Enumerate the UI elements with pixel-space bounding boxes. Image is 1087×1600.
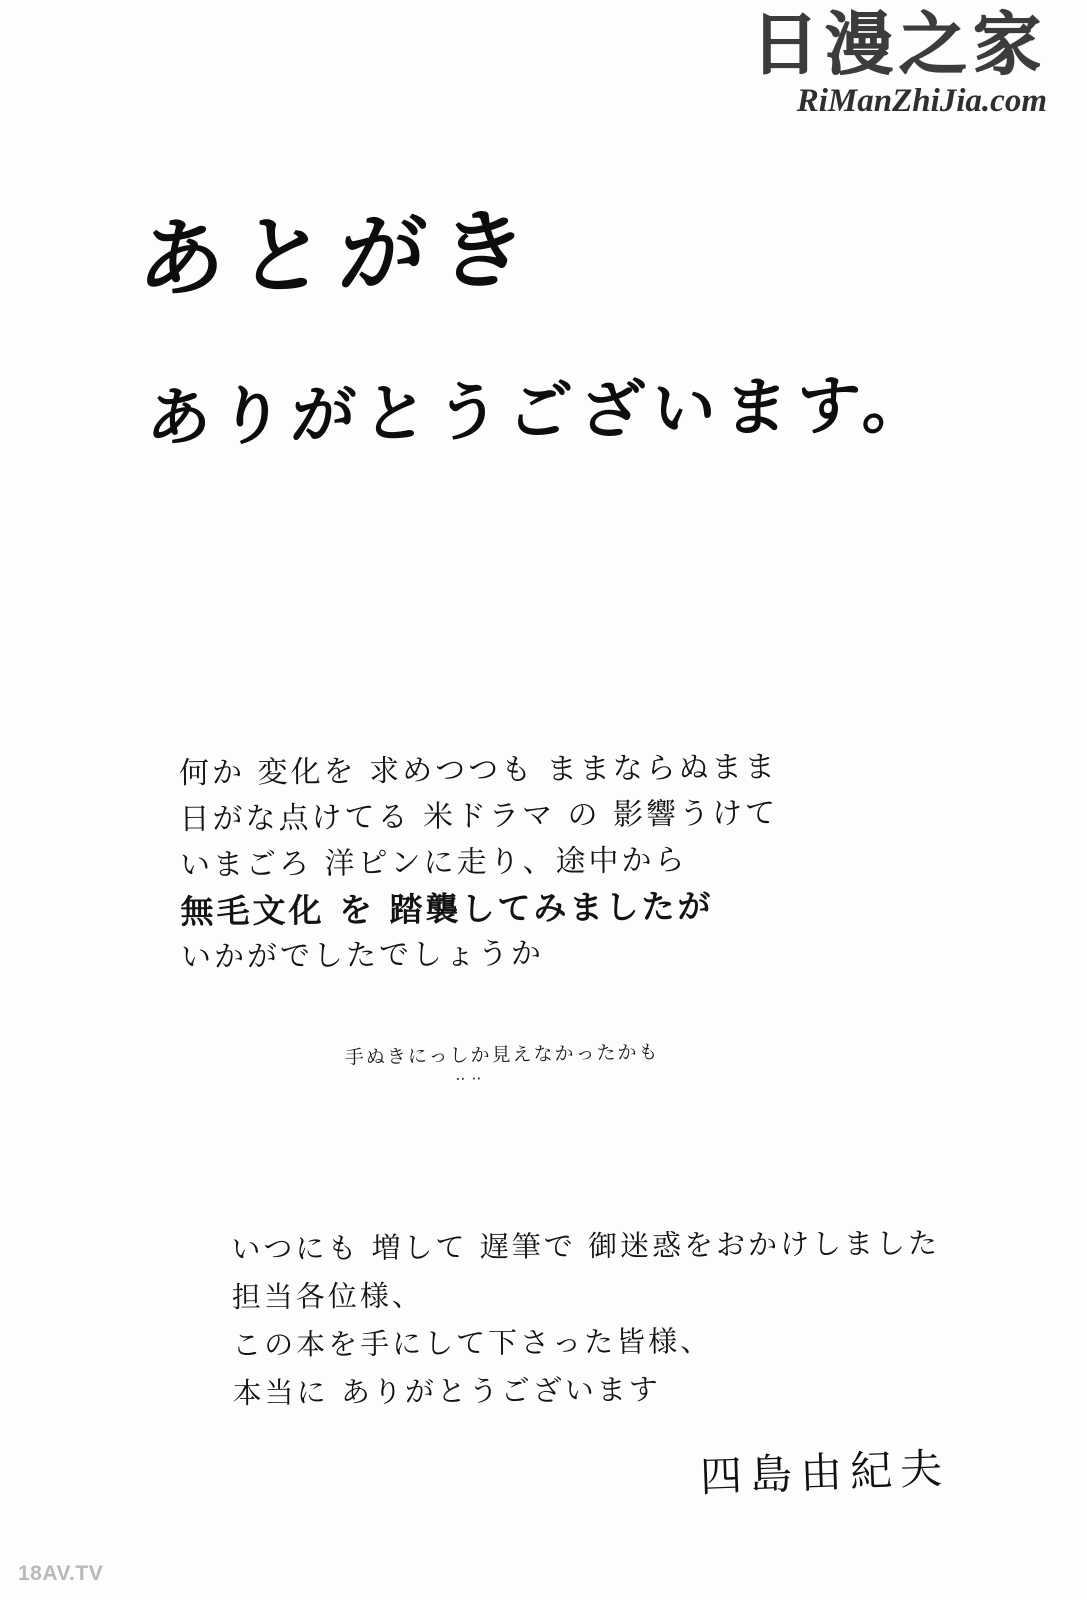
site-stamp: 18AV.TV: [18, 1562, 104, 1585]
afterword-thanks-text: [231, 1219, 941, 1417]
thanks-line: 本当に ありがとうございます: [232, 1372, 662, 1411]
thanks-line: この本を手にして下さった皆様、: [232, 1323, 713, 1363]
afterword-line: いまごろ 洋ピンに走り、途中から: [179, 842, 688, 884]
afterword-main-text: [179, 745, 780, 981]
afterword-line: 何か 変化を 求めつつも ままならぬまま: [178, 749, 778, 792]
heading-arigatou: ありがとうございます。: [144, 368, 938, 456]
watermark-chinese-text: 日漫之家: [750, 6, 1047, 85]
afterword-line: 日がな点けてる 米ドラマ の 影響うけて: [179, 795, 779, 838]
watermark-site-url: RiManZhiJia.com: [796, 83, 1047, 120]
author-signature: 四島由紀夫: [699, 1443, 951, 1502]
thanks-line: いつにも 増して 遅筆で 御迷惑をおかけしました: [231, 1225, 941, 1267]
watermark: [750, 6, 1047, 120]
thanks-line: 担当各位様、: [231, 1278, 424, 1315]
afterword-side-note: [345, 1037, 660, 1085]
afterword-side-note-text: 手ぬきにっしか見えなかったかも: [344, 1041, 660, 1069]
heading-atogaki: あとがき: [134, 199, 544, 311]
afterword-side-note-dots: ‥‥: [455, 1065, 488, 1084]
afterword-line: いかがでしたでしょうか: [180, 936, 545, 976]
afterword-line-emphasized: 無毛文化 を 踏襲してみましたが: [180, 886, 714, 932]
